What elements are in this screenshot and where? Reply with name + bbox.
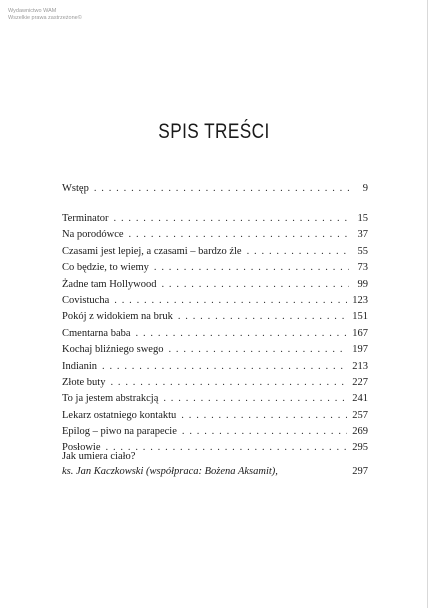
toc-entry-label: Terminator (62, 213, 109, 224)
leader-dots (181, 408, 347, 424)
leader-dots (178, 309, 347, 325)
toc-entry[interactable] (62, 260, 368, 276)
toc-entry-page: 213 (352, 360, 368, 372)
toc-entry-label: Co będzie, to wiemy (62, 262, 149, 274)
leader-dots (182, 424, 347, 440)
toc-entry-page: 197 (352, 344, 368, 356)
watermark-line-2: Wszelkie prawa zastrzeżone© (8, 15, 82, 21)
related-book-entry[interactable] (62, 464, 368, 480)
toc-entry[interactable] (62, 375, 368, 391)
toc-entry-label: Cmentarna baba (62, 327, 131, 339)
leader-dots (136, 326, 348, 342)
leader-dots (247, 244, 349, 260)
toc-entry-page: 123 (352, 294, 368, 306)
toc-entry[interactable] (62, 326, 368, 342)
publisher-watermark (8, 8, 82, 22)
leader-dots (114, 211, 350, 227)
leader-dots (114, 293, 347, 309)
toc-entry-intro[interactable] (62, 181, 368, 197)
leader-dots (106, 440, 348, 456)
leader-dots (102, 359, 347, 375)
leader-dots (129, 227, 349, 243)
toc-entry-page: 15 (357, 213, 368, 224)
toc-entry-page: 167 (352, 327, 368, 339)
toc-entry[interactable] (62, 408, 368, 424)
toc-entry-page: 295 (352, 442, 368, 454)
toc-entry-label: Epilog – piwo na parapecie (62, 426, 177, 438)
toc-entry-label: Covistucha (62, 294, 110, 306)
toc-entry[interactable] (62, 211, 368, 227)
toc-entry-label: Posłowie (62, 442, 101, 454)
leader-dots (168, 342, 347, 358)
toc-entry[interactable] (62, 309, 368, 325)
toc-entry-page: 37 (357, 229, 368, 241)
toc-entry-label: Wstęp (62, 183, 89, 194)
toc-entry-label: Złote buty (62, 376, 106, 388)
toc-entry[interactable] (62, 359, 368, 375)
toc-entry[interactable] (62, 424, 368, 440)
toc-entry-page: 241 (352, 393, 368, 405)
related-book-page: 297 (352, 466, 368, 477)
toc-entry[interactable] (62, 277, 368, 293)
toc-entry-label: Żadne tam Hollywood (62, 278, 157, 290)
toc-entry-label: Na porodówce (62, 229, 124, 241)
toc-entry[interactable] (62, 342, 368, 358)
toc-entry-page: 73 (357, 262, 368, 274)
toc-intro-section (62, 181, 368, 197)
toc-entry-label: Czasami jest lepiej, a czasami – bardzo źle (62, 245, 242, 257)
toc-entry-label: To ja jestem abstrakcją (62, 393, 159, 405)
toc-entry-page: 99 (357, 278, 368, 290)
toc-entry-page: 269 (352, 426, 368, 438)
leader-dots (163, 391, 347, 407)
leader-dots (94, 181, 349, 197)
toc-entry[interactable] (62, 227, 368, 243)
related-book-author: ks. Jan Kaczkowski (współpraca: Bożena Aksamit), (62, 466, 278, 477)
toc-entry-page: 9 (362, 183, 368, 194)
toc-entry[interactable] (62, 293, 368, 309)
toc-entry-label: Indianin (62, 360, 97, 372)
watermark-line-1: Wydawnictwo WAM (8, 8, 57, 14)
toc-entry-label: Pokój z widokiem na bruk (62, 311, 173, 323)
toc-entry[interactable] (62, 244, 368, 260)
toc-entry[interactable] (62, 391, 368, 407)
toc-chapters-list (62, 211, 368, 457)
toc-entry-label: Kochaj bliźniego swego (62, 344, 164, 356)
leader-dots (154, 260, 349, 276)
page-title: SPIS TREŚCI (158, 120, 270, 143)
toc-entry-label: Lekarz ostatniego kontaktu (62, 409, 177, 421)
toc-entry-page: 151 (352, 311, 368, 323)
leader-dots (110, 375, 347, 391)
toc-entry-page: 227 (352, 376, 368, 388)
toc-entry-page: 257 (352, 409, 368, 421)
toc-entry-page: 55 (357, 245, 368, 257)
leader-dots (161, 277, 349, 293)
related-book-title: Jak umiera ciało? (62, 451, 136, 462)
